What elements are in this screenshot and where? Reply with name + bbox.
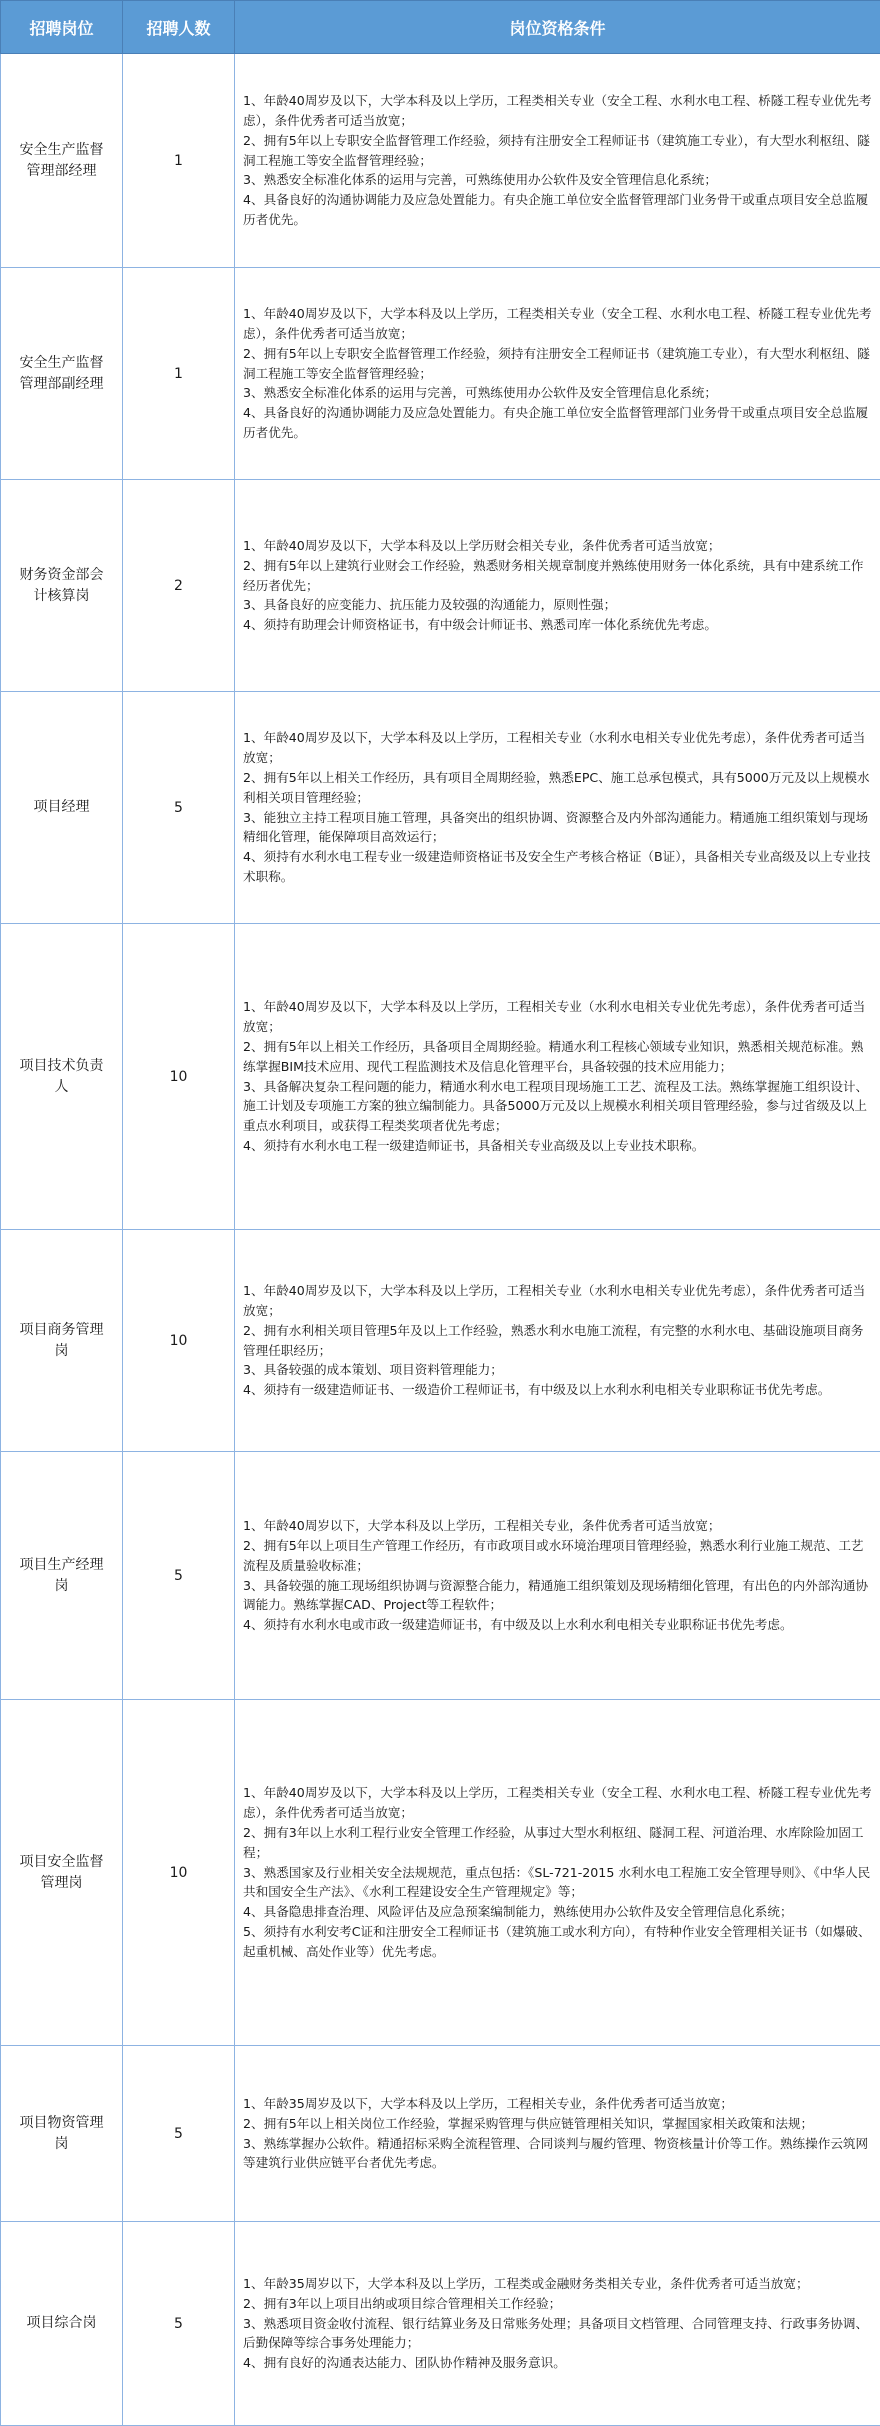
requirement-line: 3、熟悉项目资金收付流程、银行结算业务及日常账务处理；具备项目文档管理、合同管理支持、行政事务协调、后勤保障等综合事务处理能力； bbox=[243, 2315, 869, 2351]
requirement-line: 2、拥有5年以上项目生产管理工作经历，有市政项目或水环境治理项目管理经验，熟悉水利行业施工规范、工艺流程及质量验收标准； bbox=[243, 1537, 864, 1573]
requirement-line: 1、年龄40周岁及以下，大学本科及以上学历，工程类相关专业（安全工程、水利水电工程、桥隧工程专业优先考虑），条件优秀者可适当放宽； bbox=[243, 306, 872, 341]
requirement-line: 2、拥有5年以上专职安全监督管理工作经验，须持有注册安全工程师证书（建筑施工专业），有大型水利枢纽、隧洞工程施工等安全监督管理经验； bbox=[243, 345, 870, 381]
requirements-cell bbox=[235, 692, 880, 924]
header-position: 招聘岗位 bbox=[1, 1, 123, 54]
requirement-line: 4、须持有助理会计师资格证书，有中级会计师证书、熟悉司库一体化系统优先考虑。 bbox=[243, 617, 717, 633]
requirements-cell bbox=[235, 1452, 880, 1700]
requirement-line: 4、具备良好的沟通协调能力及应急处置能力。有央企施工单位安全监督管理部门业务骨干或重点项目安全总监履历者优先。 bbox=[243, 405, 869, 440]
table-row bbox=[1, 2046, 880, 2222]
table-row bbox=[1, 1452, 880, 1700]
requirement-line: 5、须持有水利安考C证和注册安全工程师证书（建筑施工或水利方向），有特种作业安全管理相关证书（如爆破、起重机械、高处作业等）优先考虑。 bbox=[243, 1923, 871, 1959]
count-cell: 10 bbox=[123, 1700, 235, 2046]
requirement-line: 3、能独立主持工程项目施工管理，具备突出的组织协调、资源整合及内外部沟通能力。精通施工组织策划与现场精细化管理，能保障项目高效运行； bbox=[243, 809, 869, 845]
requirement-line: 4、须持有水利水电工程专业一级建造师资格证书及安全生产考核合格证（B证），具备相关专业高级及以上专业技术职称。 bbox=[243, 849, 871, 884]
header-count: 招聘人数 bbox=[123, 1, 235, 54]
requirement-line: 2、拥有5年以上相关工作经历，具有项目全周期经验，熟悉EPC、施工总承包模式，具有5000万元及以上规模水利相关项目管理经验； bbox=[243, 769, 870, 805]
position-cell: 项目生产经理岗 bbox=[1, 1452, 123, 1700]
requirement-line: 2、拥有3年以上项目出纳或项目综合管理相关工作经验； bbox=[243, 2295, 562, 2311]
requirement-line: 2、拥有5年以上建筑行业财会工作经验，熟悉财务相关规章制度并熟练使用财务一体化系统，具有中建系统工作经历者优先； bbox=[243, 557, 864, 593]
requirement-line: 3、熟悉安全标准化体系的运用与完善，可熟练使用办公软件及安全管理信息化系统； bbox=[243, 385, 717, 401]
requirement-line: 4、具备良好的沟通协调能力及应急处置能力。有央企施工单位安全监督管理部门业务骨干或重点项目安全总监履历者优先。 bbox=[243, 192, 869, 227]
requirement-line: 4、须持有一级建造师证书、一级造价工程师证书，有中级及以上水利水利电相关专业职称证书优先考虑。 bbox=[243, 1382, 831, 1398]
requirement-line: 2、拥有5年以上专职安全监督管理工作经验，须持有注册安全工程师证书（建筑施工专业），有大型水利枢纽、隧洞工程施工等安全监督管理经验； bbox=[243, 132, 870, 168]
table-row bbox=[1, 692, 880, 924]
requirements-cell bbox=[235, 2222, 880, 2426]
requirements-cell bbox=[235, 54, 880, 268]
count-cell: 5 bbox=[123, 1452, 235, 1700]
position-cell: 项目综合岗 bbox=[1, 2222, 123, 2426]
position-cell: 项目安全监督管理岗 bbox=[1, 1700, 123, 2046]
requirements-cell bbox=[235, 268, 880, 480]
requirement-line: 4、须持有水利水电或市政一级建造师证书，有中级及以上水利水利电相关专业职称证书优先考虑。 bbox=[243, 1617, 793, 1633]
count-cell: 2 bbox=[123, 480, 235, 692]
requirement-line: 1、年龄40周岁及以下，大学本科及以上学历，工程类相关专业（安全工程、水利水电工程、桥隧工程专业优先考虑），条件优秀者可适当放宽； bbox=[243, 1785, 872, 1821]
requirement-line: 3、具备解决复杂工程问题的能力，精通水利水电工程项目现场施工工艺、流程及工法。熟练掌握施工组织设计、施工计划及专项施工方案的独立编制能力。具备5000万元及以上规模水利相关项目管理经验，参与过省级及以上重点水利项目，或获得工程类奖项者优先考虑； bbox=[243, 1078, 869, 1134]
table-row bbox=[1, 1230, 880, 1452]
count-cell: 10 bbox=[123, 924, 235, 1230]
requirement-line: 2、拥有5年以上相关工作经历，具备项目全周期经验。精通水利工程核心领域专业知识，熟悉相关规范标准。熟练掌握BIM技术应用、现代工程监测技术及信息化管理平台，具备较强的技术应用能力； bbox=[243, 1038, 864, 1074]
requirement-line: 3、具备较强的施工现场组织协调与资源整合能力，精通施工组织策划及现场精细化管理，有出色的内外部沟通协调能力。熟练掌握CAD、Project等工程软件； bbox=[243, 1577, 869, 1613]
count-cell: 5 bbox=[123, 692, 235, 924]
table-row bbox=[1, 924, 880, 1230]
requirement-line: 4、具备隐患排查治理、风险评估及应急预案编制能力，熟练使用办公软件及安全管理信息化系统； bbox=[243, 1904, 793, 1920]
count-cell: 1 bbox=[123, 54, 235, 268]
position-cell: 安全生产监督管理部副经理 bbox=[1, 268, 123, 480]
table-row bbox=[1, 2222, 880, 2426]
requirement-line: 4、须持有水利水电工程一级建造师证书，具备相关专业高级及以上专业技术职称。 bbox=[243, 1137, 705, 1153]
requirement-line: 2、拥有3年以上水利工程行业安全管理工作经验，从事过大型水利枢纽、隧洞工程、河道治理、水库除险加固工程； bbox=[243, 1825, 864, 1860]
count-cell: 10 bbox=[123, 1230, 235, 1452]
requirement-line: 3、具备较强的成本策划、项目资料管理能力； bbox=[243, 1362, 503, 1378]
requirement-line: 1、年龄40周岁及以下，大学本科及以上学历，工程相关专业（水利水电相关专业优先考虑），条件优秀者可适当放宽； bbox=[243, 1283, 866, 1318]
requirement-line: 4、拥有良好的沟通表达能力、团队协作精神及服务意识。 bbox=[243, 2355, 566, 2371]
table-header-row bbox=[1, 1, 880, 54]
position-cell: 项目商务管理岗 bbox=[1, 1230, 123, 1452]
table-row bbox=[1, 54, 880, 268]
header-requirements: 岗位资格条件 bbox=[235, 1, 880, 54]
requirements-cell bbox=[235, 480, 880, 692]
requirement-line: 1、年龄40周岁及以下，大学本科及以上学历，工程相关专业（水利水电相关专业优先考虑），条件优秀者可适当放宽； bbox=[243, 730, 866, 766]
requirement-line: 1、年龄40周岁及以下，大学本科及以上学历，工程类相关专业（安全工程、水利水电工程、桥隧工程专业优先考虑），条件优秀者可适当放宽； bbox=[243, 93, 872, 128]
requirements-cell bbox=[235, 1230, 880, 1452]
position-cell: 项目经理 bbox=[1, 692, 123, 924]
requirements-cell bbox=[235, 2046, 880, 2222]
requirement-line: 1、年龄40周岁及以下，大学本科及以上学历，工程相关专业（水利水电相关专业优先考虑），条件优秀者可适当放宽； bbox=[243, 999, 866, 1035]
requirement-line: 1、年龄35周岁及以下，大学本科及以上学历，工程相关专业，条件优秀者可适当放宽； bbox=[243, 2095, 734, 2111]
table-row bbox=[1, 268, 880, 480]
requirement-line: 1、年龄40周岁及以下，大学本科及以上学历财会相关专业，条件优秀者可适当放宽； bbox=[243, 538, 721, 553]
requirement-line: 2、拥有水利相关项目管理5年及以上工作经验，熟悉水利水电施工流程，有完整的水利水电、基础设施项目商务管理任职经历； bbox=[243, 1322, 864, 1358]
count-cell: 1 bbox=[123, 268, 235, 480]
count-cell: 5 bbox=[123, 2046, 235, 2222]
requirement-line: 2、拥有5年以上相关岗位工作经验，掌握采购管理与供应链管理相关知识，掌握国家相关政策和法规； bbox=[243, 2115, 814, 2131]
position-cell: 财务资金部会计核算岗 bbox=[1, 480, 123, 692]
table-row bbox=[1, 1700, 880, 2046]
position-cell: 项目物资管理岗 bbox=[1, 2046, 123, 2222]
requirement-line: 3、具备良好的应变能力、抗压能力及较强的沟通能力，原则性强； bbox=[243, 597, 617, 613]
requirement-line: 1、年龄35周岁以下，大学本科及以上学历，工程类或金融财务类相关专业，条件优秀者可适当放宽； bbox=[243, 2276, 809, 2291]
requirements-cell bbox=[235, 924, 880, 1230]
count-cell: 5 bbox=[123, 2222, 235, 2426]
requirements-cell bbox=[235, 1700, 880, 2046]
position-cell: 安全生产监督管理部经理 bbox=[1, 54, 123, 268]
requirement-line: 1、年龄40周岁以下，大学本科及以上学历，工程相关专业，条件优秀者可适当放宽； bbox=[243, 1518, 721, 1534]
table-row bbox=[1, 480, 880, 692]
position-cell: 项目技术负责人 bbox=[1, 924, 123, 1230]
requirement-line: 3、熟练掌握办公软件。精通招标采购全流程管理、合同谈判与履约管理、物资核量计价等工作。熟练操作云筑网等建筑行业供应链平台者优先考虑。 bbox=[243, 2135, 869, 2171]
requirement-line: 3、熟悉安全标准化体系的运用与完善，可熟练使用办公软件及安全管理信息化系统； bbox=[243, 172, 717, 188]
requirement-line: 3、熟悉国家及行业相关安全法规规范，重点包括：《SL-721-2015 水利水电工程施工安全管理导则》、《中华人民共和国安全生产法》、《水利工程建设安全生产管理规定》等； bbox=[243, 1864, 871, 1900]
